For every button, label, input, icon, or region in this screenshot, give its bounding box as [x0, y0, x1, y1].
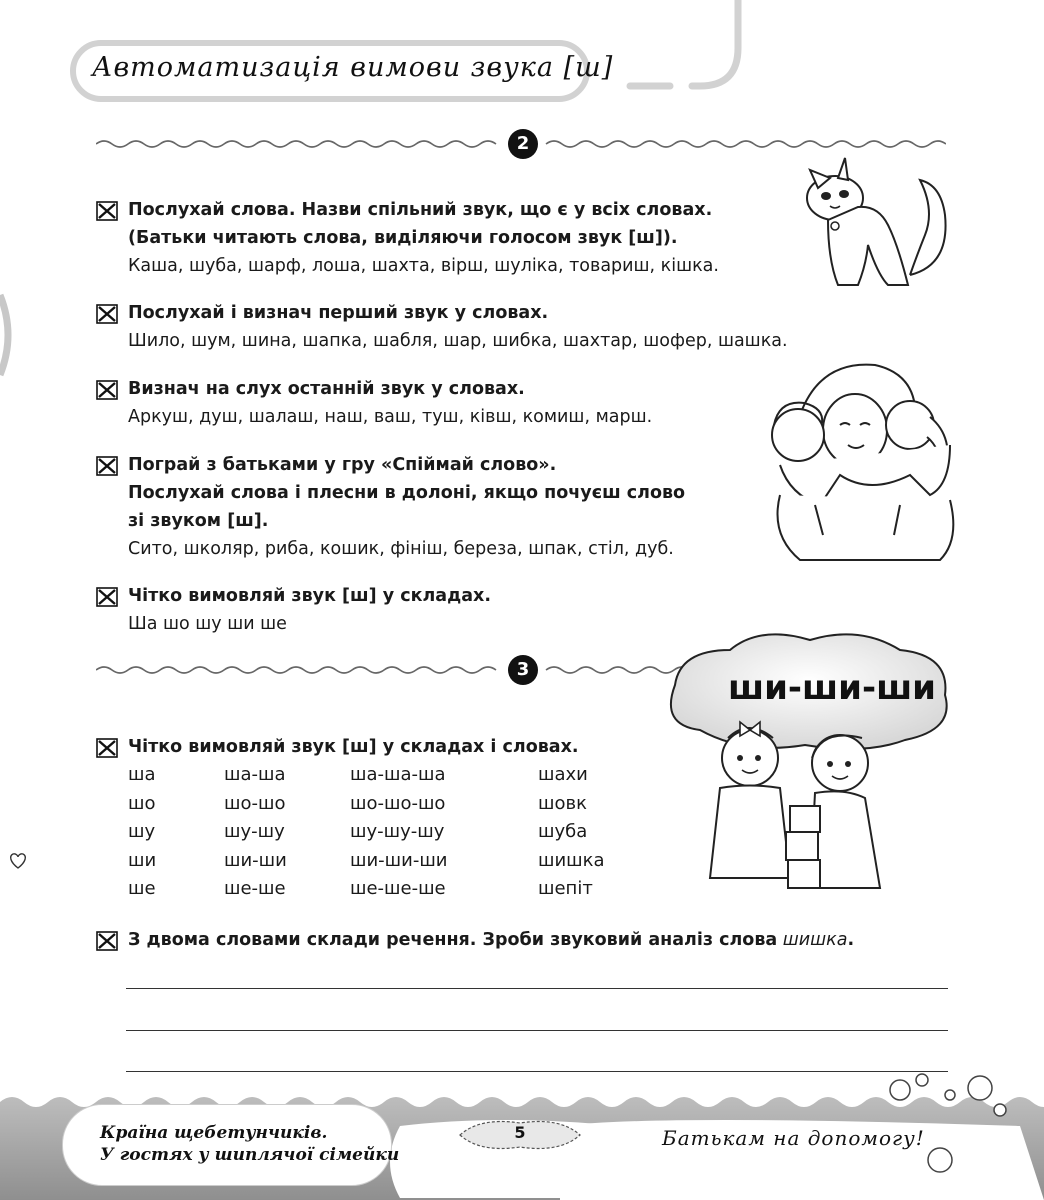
task-last-sound — [96, 375, 652, 431]
syllable: шу — [128, 821, 156, 842]
task-icon — [96, 738, 118, 758]
heart-icon — [8, 852, 28, 870]
task-title: З двома словами склади речення. Зроби звуковий аналіз слова — [128, 930, 778, 950]
task-line: Чітко вимовляй звук [ш] у складах. — [128, 586, 491, 606]
task-icon — [96, 201, 118, 221]
page-title: Автоматизація вимови звука [ш] — [92, 52, 614, 83]
footer-book-title — [100, 1122, 399, 1166]
syllable-double: ши-ши — [224, 850, 287, 871]
task-icon — [96, 587, 118, 607]
syllable-word: шишка — [538, 850, 605, 871]
task-sentences — [96, 926, 854, 954]
syllable-double: шо-шо — [224, 793, 286, 814]
task-words: Шило, шум, шина, шапка, шабля, шар, шибка, шахтар, шофер, шашка. — [128, 331, 788, 351]
syllable-triple: шо-шо-шо — [350, 793, 446, 814]
syllable-word: шепіт — [538, 878, 593, 899]
bubble-text: ши-ши-ши — [727, 668, 937, 708]
task-line: Чітко вимовляй звук [ш] у складах і словах. — [128, 737, 579, 757]
writing-line[interactable] — [126, 1071, 948, 1072]
writing-line[interactable] — [126, 1030, 948, 1031]
syllable-double: ша-ша — [224, 764, 286, 785]
task-syllables — [96, 582, 491, 638]
syllable: ше — [128, 878, 156, 899]
section-divider-3 — [96, 658, 696, 682]
syllable: шо — [128, 793, 156, 814]
task-line: Послухай і визнач перший звук у словах. — [128, 303, 549, 323]
task-line: Визнач на слух останній звук у словах. — [128, 379, 525, 399]
task-icon — [96, 931, 118, 951]
syllable-word: шуба — [538, 821, 588, 842]
footer-series-title: Батькам на допомогу! — [662, 1126, 925, 1150]
task-line: (Батьки читають слова, виділяючи голосом звук [ш]). — [128, 228, 678, 248]
task-line: Послухай слова. Назви спільний звук, що є у всіх словах. — [128, 200, 713, 220]
syllable-word: шахи — [538, 764, 588, 785]
cat-illustration — [800, 150, 960, 300]
task-syllables-words — [96, 733, 579, 761]
task-icon — [96, 380, 118, 400]
syllable: ша — [128, 764, 156, 785]
task-end: . — [847, 930, 855, 950]
side-decoration — [0, 290, 18, 380]
page-number: 5 — [514, 1123, 526, 1142]
section-number-3: 3 — [508, 655, 538, 685]
task-words: Сито, школяр, риба, кошик, фініш, береза, шпак, стіл, дуб. — [128, 539, 674, 559]
syllable-triple: шу-шу-шу — [350, 821, 445, 842]
task-line — [96, 926, 854, 954]
task-catch-word-game — [96, 451, 685, 563]
task-first-sound — [96, 299, 788, 355]
footer-line: У гостях у шиплячої сімейки — [100, 1145, 400, 1165]
task-line: зі звуком [ш]. — [128, 511, 269, 531]
syllable-double: ше-ше — [224, 878, 286, 899]
bubbles-decoration — [880, 1070, 1020, 1180]
syllable-double: шу-шу — [224, 821, 285, 842]
footer-line: Країна щебетунчиків. — [100, 1123, 328, 1143]
kids-blocks-illustration — [700, 718, 890, 898]
decorative-frame-corner — [600, 0, 760, 100]
task-words: Каша, шуба, шарф, лоша, шахта, вірш, шуліка, товариш, кішка. — [128, 256, 719, 276]
syllable-triple: ше-ше-ше — [350, 878, 446, 899]
task-icon — [96, 304, 118, 324]
task-words: Ша шо шу ши ше — [128, 614, 287, 634]
task-listen-words — [96, 196, 719, 280]
task-line: Послухай слова і плесни в долоні, якщо почуєш слово — [128, 483, 686, 503]
task-icon — [96, 456, 118, 476]
mother-children-illustration — [760, 355, 960, 565]
task-line: Пограй з батьками у гру «Спіймай слово». — [128, 455, 557, 475]
task-words: Аркуш, душ, шалаш, наш, ваш, туш, ківш, комиш, марш. — [128, 407, 653, 427]
task-highlight-word: шишка — [782, 930, 848, 950]
section-number-2: 2 — [508, 129, 538, 159]
syllable-triple: ши-ши-ши — [350, 850, 448, 871]
writing-line[interactable] — [126, 988, 948, 989]
syllable-triple: ша-ша-ша — [350, 764, 446, 785]
syllable-word: шовк — [538, 793, 587, 814]
syllable: ши — [128, 850, 157, 871]
